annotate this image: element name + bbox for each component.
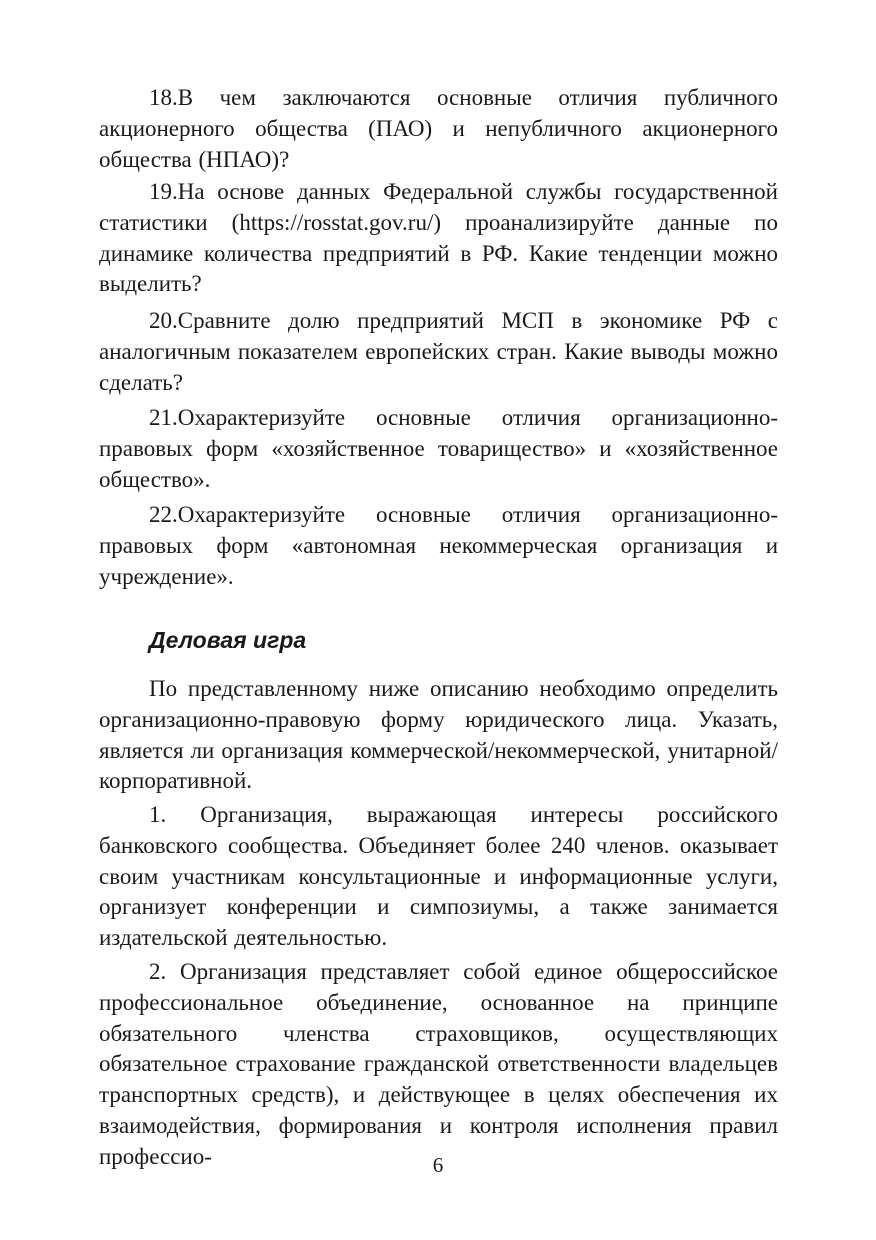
question-text: Охарактеризуйте основные отличия организационно-правовых форм «хозяйственное товарищество» и «хозяйственное общество». — [99, 405, 778, 492]
section-intro: По представленному ниже описанию необходимо определить организационно-правовую форму юридического лица. Указать, является ли организация коммерческой/некоммерческой, унитарной/корпоративной. — [99, 676, 778, 794]
question-18 — [99, 83, 778, 175]
question-number: 21. — [149, 405, 178, 430]
question-number: 20. — [149, 308, 178, 333]
question-number: 18. — [149, 85, 178, 110]
question-19 — [99, 177, 778, 300]
question-text: В чем заключаются основные отличия публичного акционерного общества (ПАО) и непубличного акционерного общества (НПАО)? — [99, 85, 778, 172]
section-heading: Деловая игра — [149, 627, 307, 653]
question-text: На основе данных Федеральной службы государственной статистики (https://rosstat.gov.ru/) проанализируйте данные по динамике количества предприятий в РФ. Какие тенденции можно выделить? — [99, 179, 778, 297]
page-number: 6 — [432, 1153, 444, 1177]
question-number: 19. — [149, 179, 178, 204]
item-number: 2. — [149, 959, 167, 984]
game-item-1 — [99, 800, 778, 954]
question-text: Сравните долю предприятий МСП в экономике РФ с аналогичным показателем европейских стран. Какие выводы можно сделать? — [99, 308, 778, 395]
question-number: 22. — [149, 502, 178, 527]
game-item-2 — [99, 957, 778, 1173]
question-22 — [99, 500, 778, 592]
question-21 — [99, 403, 778, 495]
question-20 — [99, 306, 778, 398]
question-text: Охарактеризуйте основные отличия организационно-правовых форм «автономная некоммерческая организация и учреждение». — [99, 502, 778, 589]
item-text: Организация, выражающая интересы российского банковского сообщества. Объединяет более 240 членов. оказывает своим участникам консультационные и информационные услуги, организует конференции и симпозиумы, а также занимается издательской деятельностью. — [99, 802, 779, 951]
item-text: Организация представляет собой единое общероссийское профессиональное объединение, основанное на принципе обязательного членства страховщиков, осуществляющих обязательное страхование гражданской ответственности владельцев транспортных средств), и действующее в целях обеспечения их взаимодействия, формирования и контроля исполнения правил профессио- — [99, 959, 779, 1169]
item-number: 1. — [149, 802, 167, 827]
